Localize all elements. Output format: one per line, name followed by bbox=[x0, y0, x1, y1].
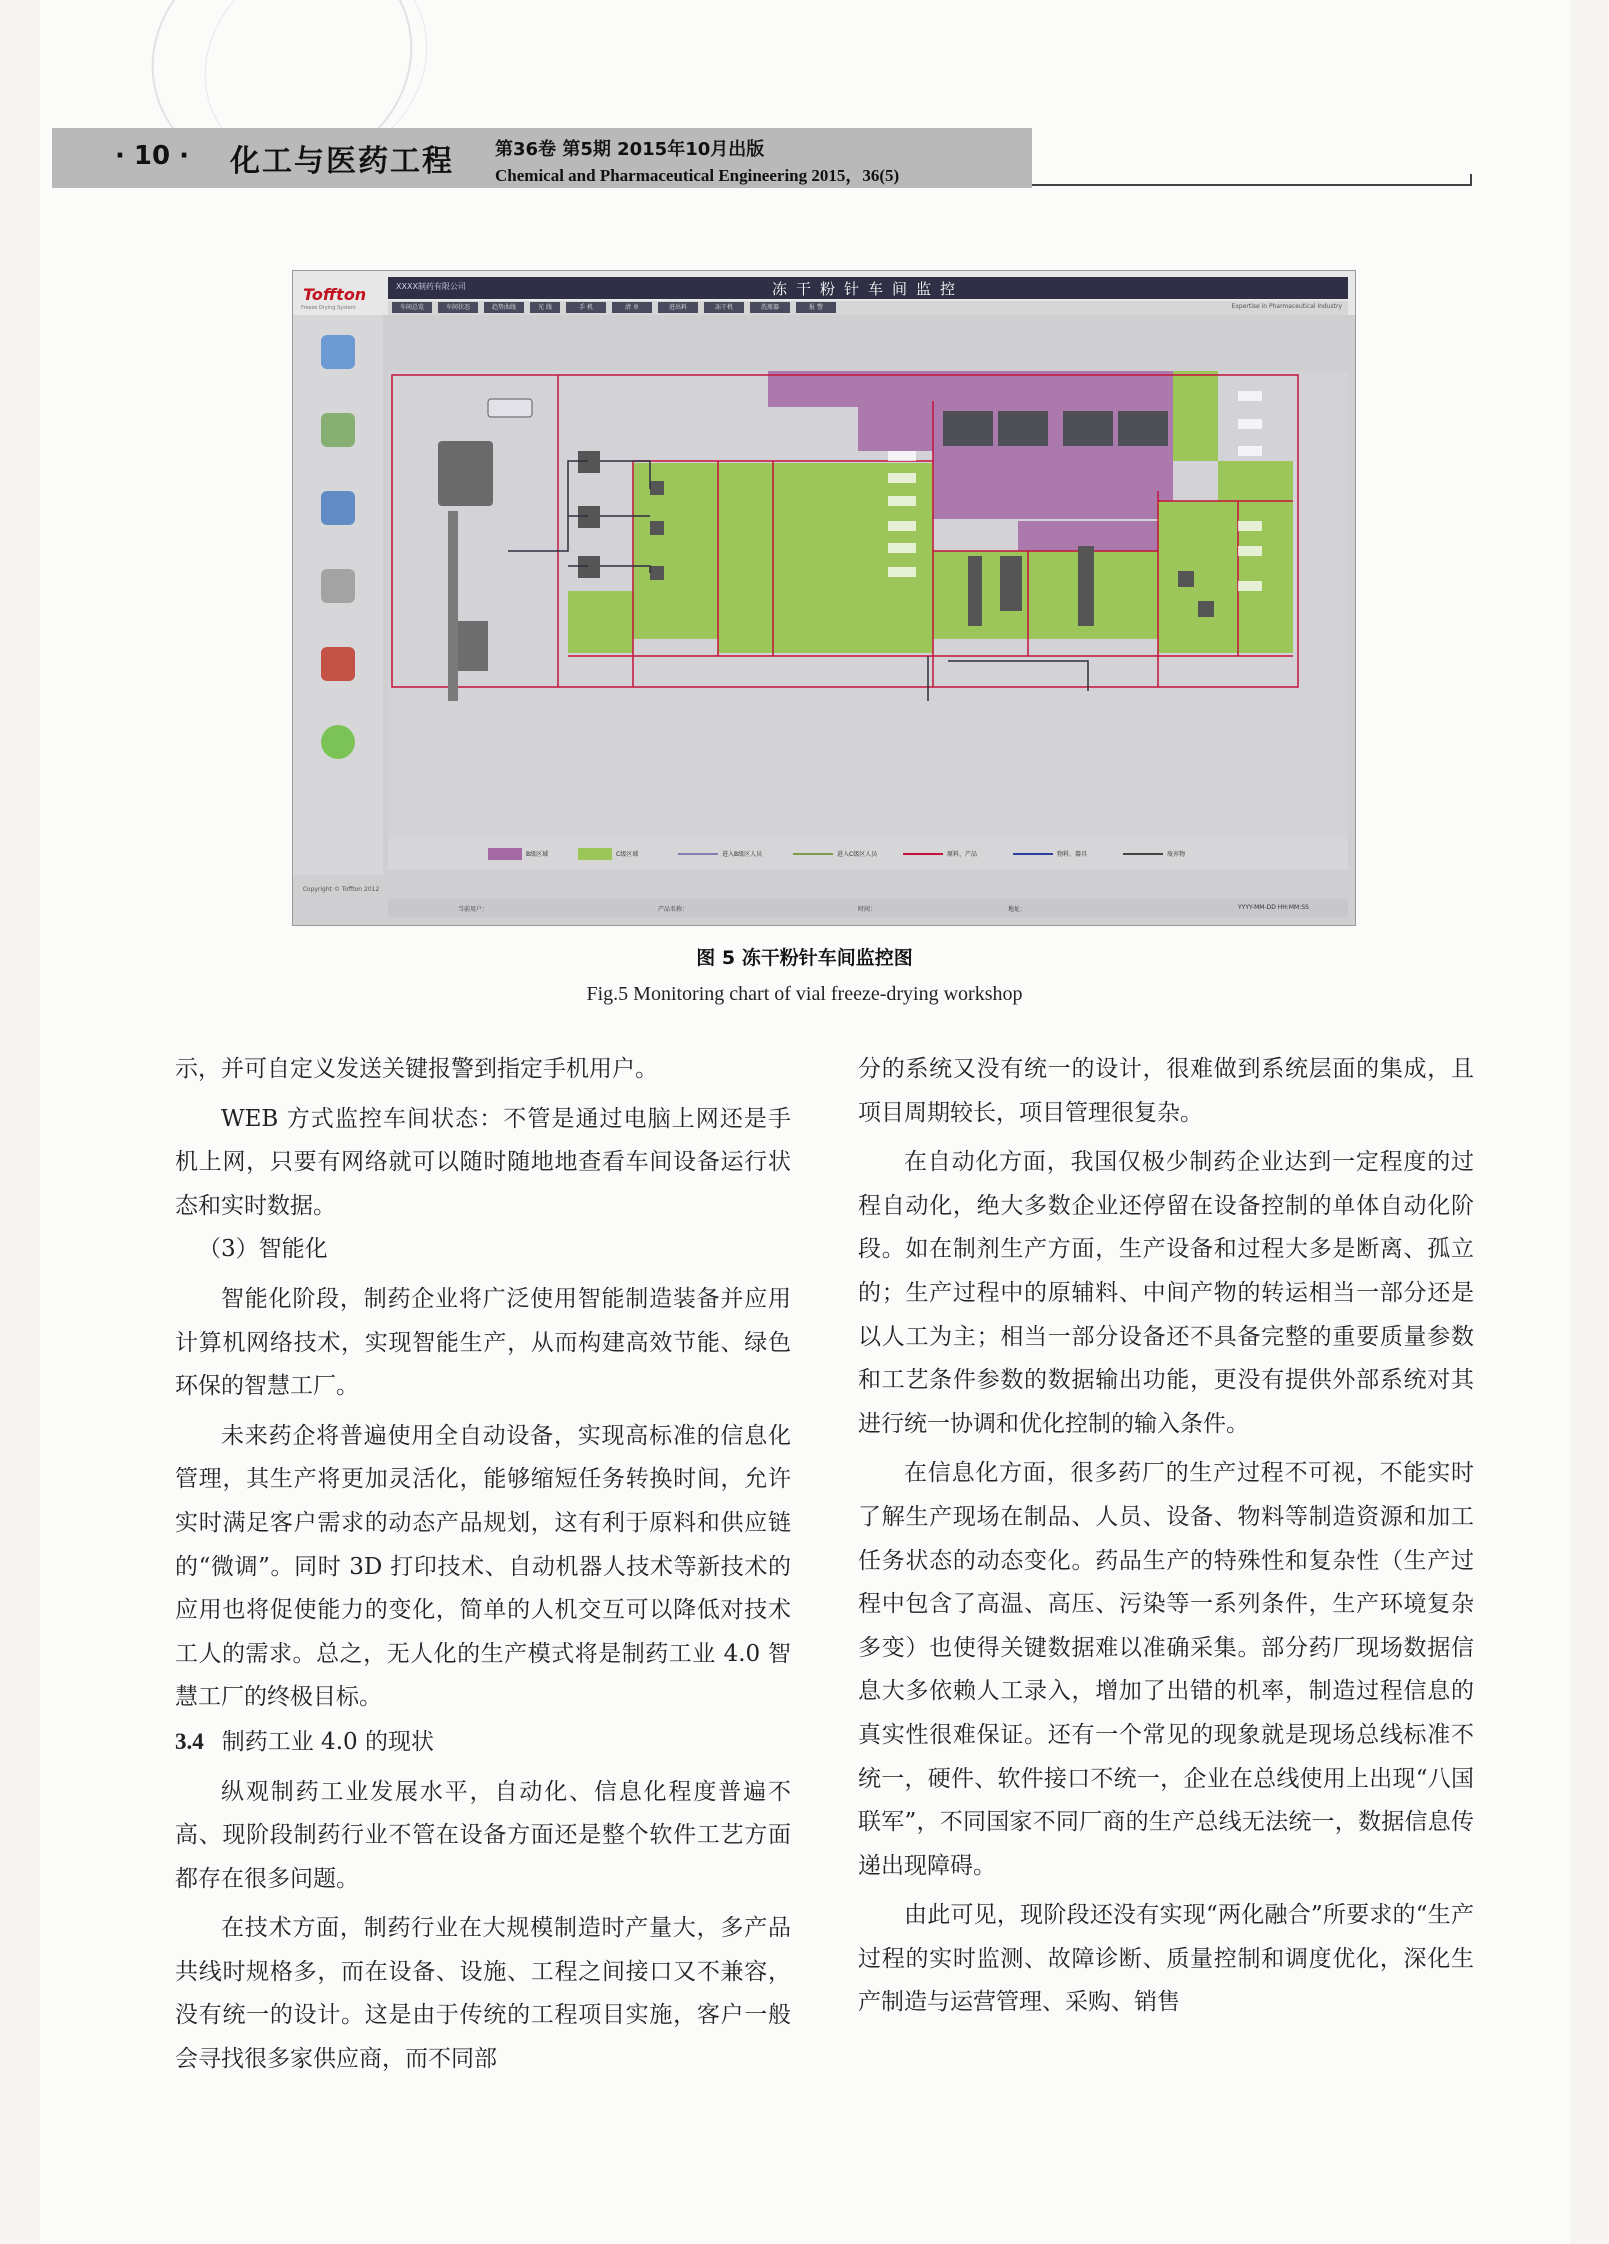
screen-nav-tab: 趋势曲线 bbox=[484, 302, 524, 313]
body-paragraph: 智能化阶段，制药企业将广泛使用智能制造装备并应用计算机网络技术，实现智能生产，从而构建高效节能、绿色环保的智慧工厂。 bbox=[175, 1285, 791, 1400]
screen-nav-tab: 光 线 bbox=[530, 302, 560, 313]
figure-monitoring-screenshot bbox=[292, 270, 1356, 926]
screen-legend bbox=[388, 838, 1348, 870]
header-rule bbox=[1032, 184, 1472, 186]
power-icon bbox=[321, 725, 355, 759]
body-paragraph: （3）智能化 bbox=[198, 1236, 328, 1263]
body-paragraph: 在信息化方面，很多药厂的生产过程不可视，不能实时了解生产现场在制品、人员、设备、物料等制造资源和加工任务状态的动态变化。药品生产的特殊性和复杂性（生产过程中包含了高温、高压、污染等一系列条件，生产环境复杂多变）也使得关键数据难以准确采集。部分药厂现场数据信息大多依赖人工录入，增加了出错的机率，制造过程信息的真实性很难保证。还有一个常见的现象就是现场总线标准不统一，硬件、软件接口不统一，企业在总线使用上出现“八国联军”，不同国家不同厂商的生产总线无法统一，数据信息传递出现障碍。 bbox=[858, 1460, 1474, 1879]
search-icon bbox=[321, 413, 355, 447]
legend-label: 物料、器具 bbox=[1057, 851, 1088, 858]
body-paragraph: WEB 方式监控车间状态：不管是通过电脑上网还是手机上网，只要有网络就可以随时随地地查看车间设备运行状态和实时数据。 bbox=[175, 1105, 791, 1219]
body-paragraph: 在自动化方面，我国仅极少制药企业达到一定程度的过程自动化，绝大多数企业还停留在设备控制的单体自动化阶段。如在制剂生产方面，生产设备和过程大多是断离、孤立的；生产过程中的原辅料、中间产物的转运相当一部分还是以人工为主；相当一部分设备还不具备完整的重要质量参数和工艺条件参数的数据输出功能，更没有提供外部系统对其进行统一协调和优化控制的输入条件。 bbox=[858, 1149, 1474, 1437]
workshop-floor-plan bbox=[388, 371, 1348, 839]
legend-label: 进入C级区人员 bbox=[837, 851, 878, 858]
body-column-left bbox=[175, 1048, 791, 2082]
screen-title: 冻干粉针车间监控 bbox=[771, 280, 964, 298]
legend-label: 废弃物 bbox=[1167, 851, 1186, 858]
status-address: 地址： bbox=[1008, 906, 1027, 913]
screen-nav-tab: 车间总览 bbox=[392, 302, 432, 313]
c-zone-area bbox=[1173, 371, 1218, 461]
legend-label: 原料、产品 bbox=[947, 851, 978, 858]
legend-swatch-c-zone bbox=[578, 848, 612, 860]
screen-statusbar bbox=[388, 899, 1348, 917]
alarm-icon bbox=[321, 647, 355, 681]
status-product: 产品名称： bbox=[658, 906, 689, 913]
screen-slogan: Expertise in Pharmaceutical Industry bbox=[1231, 303, 1342, 310]
body-paragraph: 未来药企将普遍使用全自动设备，实现高标准的信息化管理，其生产将更加灵活化，能够缩短任务转换时间，允许实时满足客户需求的动态产品规划，这有利于原料和供应链的“微调”。同时 3D 打印技术、自动机器人技术等新技术的应用也将促使能力的变化，简单的人机交互可以降低对技术工人的需求。总之，无人化的生产模式将是制药工业 4.0 智慧工厂的终极目标。 bbox=[175, 1422, 791, 1711]
c-zone-area bbox=[773, 463, 933, 653]
c-zone-area bbox=[633, 463, 718, 639]
c-zone-area bbox=[1218, 461, 1293, 501]
c-zone-area bbox=[718, 463, 773, 653]
body-paragraph: 分的系统又没有统一的设计，很难做到系统层面的集成，且项目周期较长，项目管理很复杂。 bbox=[858, 1056, 1474, 1126]
screen-sidebar bbox=[293, 315, 383, 875]
figure-caption-cn: 图 5 冻干粉针车间监控图 bbox=[696, 947, 913, 969]
screen-nav-tab: 报 警 bbox=[796, 302, 836, 313]
screen-nav-tab: 洗瓶器 bbox=[750, 302, 790, 313]
legend-swatch-b-zone bbox=[488, 848, 522, 860]
body-paragraph: 示，并可自定义发送关键报警到指定手机用户。 bbox=[175, 1056, 658, 1082]
section-number: 3.4 bbox=[175, 1728, 204, 1754]
section-heading bbox=[175, 1720, 791, 1765]
screen-company: XXXX制药有限公司 bbox=[396, 282, 466, 291]
journal-title-en: Chemical and Pharmaceutical Engineering 2015，36(5) bbox=[495, 166, 900, 185]
gear-icon bbox=[321, 491, 355, 525]
screen-navbar bbox=[388, 301, 1348, 315]
figure-caption-en: Fig.5 Monitoring chart of vial freeze-drying workshop bbox=[586, 983, 1023, 1005]
body-paragraph: 由此可见，现阶段还没有实现“两化融合”所要求的“生产过程的实时监测、故障诊断、质量控制和调度优化，深化生产制造与运营管理、采购、销售 bbox=[858, 1902, 1474, 2016]
screen-logo: Toffton bbox=[303, 285, 367, 304]
screen-nav-tab: 车间状态 bbox=[438, 302, 478, 313]
screen-nav-tab: 清 单 bbox=[612, 302, 652, 313]
body-paragraph: 在技术方面，制药行业在大规模制造时产量大，多产品共线时规格多，而在设备、设施、工程之间接口又不兼容，没有统一的设计。这是由于传统的工程项目实施，客户一般会寻找很多家供应商，而不同部 bbox=[175, 1915, 791, 2073]
screen-logo-subtitle: Freeze Drying System bbox=[301, 305, 356, 311]
body-column-right bbox=[858, 1048, 1474, 2025]
status-user: 当前用户： bbox=[458, 906, 489, 913]
issue-info: 第36卷 第5期 2015年10月出版 bbox=[495, 139, 765, 160]
journal-title-cn: 化工与医药工程 bbox=[230, 144, 454, 179]
printer-icon bbox=[321, 569, 355, 603]
legend-label: C级区域 bbox=[616, 851, 639, 858]
body-paragraph: 纵观制药工业发展水平，自动化、信息化程度普遍不高、现阶段制药行业不管在设备方面还是整个软件工艺方面都存在很多问题。 bbox=[175, 1778, 791, 1892]
header-rule-tick bbox=[1470, 174, 1472, 186]
status-time: 时间： bbox=[858, 906, 877, 913]
status-datetime: YYYY-MM-DD HH:MM:SS bbox=[1238, 904, 1309, 911]
legend-label: 进入B级区人员 bbox=[722, 851, 763, 858]
section-title: 制药工业 4.0 的现状 bbox=[221, 1728, 434, 1755]
page-number: · 10 · bbox=[115, 141, 190, 171]
c-zone-area bbox=[568, 591, 633, 653]
screen-nav-tab: 手 机 bbox=[566, 302, 606, 313]
screen-nav-tab: 冻干机 bbox=[704, 302, 744, 313]
legend-label: B级区域 bbox=[526, 851, 549, 858]
screen-nav-tab: 进出料 bbox=[658, 302, 698, 313]
screen-titlebar bbox=[388, 277, 1348, 299]
screen-copyright: Copyright © Toffton 2012 bbox=[302, 886, 380, 893]
c-zone-area bbox=[1158, 501, 1238, 653]
users-icon bbox=[321, 335, 355, 369]
